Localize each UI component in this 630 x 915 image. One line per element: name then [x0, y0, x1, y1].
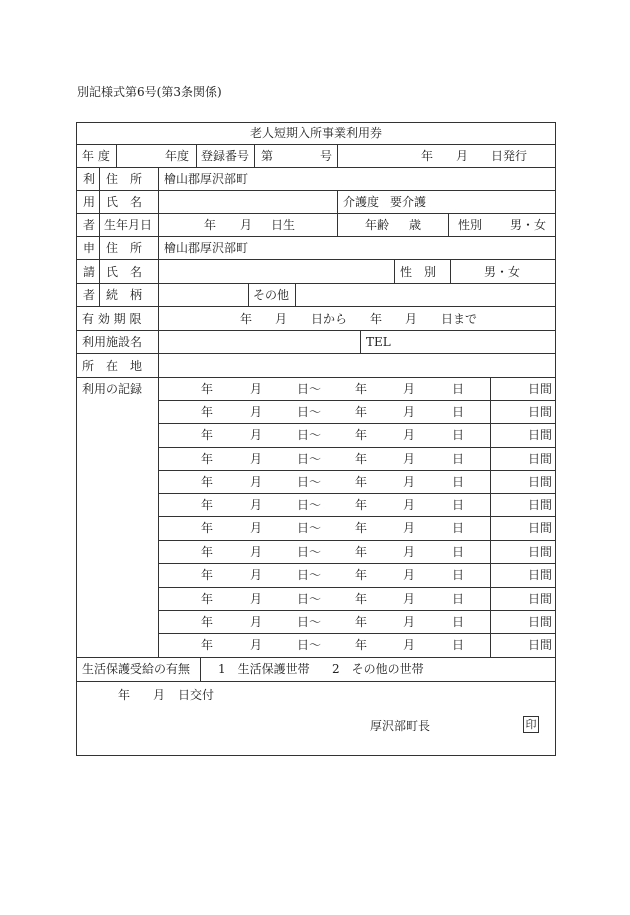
facility-label: 利用施設名 — [82, 335, 143, 349]
usage-year-from: 年 — [201, 475, 214, 489]
rule — [158, 493, 556, 494]
usage-month-to: 月 — [403, 475, 416, 489]
usage-days: 日間 — [528, 615, 553, 629]
rule — [116, 144, 117, 167]
rule — [76, 259, 556, 260]
usage-month-to: 月 — [403, 428, 416, 442]
user-side-char: 者 — [83, 218, 96, 232]
rule — [158, 167, 159, 657]
applicant-gender-value: 男・女 — [484, 265, 521, 279]
go-text: 号 — [320, 149, 333, 163]
rule — [76, 236, 556, 237]
form-number: 別記様式第6号(第3条関係) — [77, 85, 222, 99]
form-title: 老人短期入所事業利用券 — [249, 126, 382, 140]
rule — [248, 283, 249, 306]
usage-day-to: 日 — [452, 498, 465, 512]
usage-day-to: 日 — [452, 615, 465, 629]
care-level-value: 要介護 — [390, 195, 427, 209]
usage-month-to: 月 — [403, 521, 416, 535]
usage-year-to: 年 — [355, 498, 368, 512]
validity-year2: 年 — [370, 312, 383, 326]
other-label: その他 — [253, 288, 290, 302]
usage-month-from: 月 — [250, 428, 263, 442]
location-label: 所 在 地 — [82, 359, 143, 373]
user-side-char: 利 — [83, 172, 96, 186]
usage-month-from: 月 — [250, 498, 263, 512]
rule — [158, 540, 556, 541]
rule — [158, 633, 556, 634]
dob-year: 年 — [204, 218, 217, 232]
usage-day-from: 日〜 — [297, 475, 322, 489]
usage-year-from: 年 — [201, 521, 214, 535]
usage-month-to: 月 — [403, 452, 416, 466]
usage-year-from: 年 — [201, 382, 214, 396]
usage-month-from: 月 — [250, 405, 263, 419]
rule — [158, 610, 556, 611]
usage-days: 日間 — [528, 452, 553, 466]
usage-day-to: 日 — [452, 475, 465, 489]
usage-month-from: 月 — [250, 475, 263, 489]
usage-month-from: 月 — [250, 615, 263, 629]
rule — [158, 470, 556, 471]
usage-day-from: 日〜 — [297, 592, 322, 606]
rule — [76, 657, 556, 658]
tel-label: TEL — [366, 335, 391, 349]
usage-days: 日間 — [528, 568, 553, 582]
rule — [158, 423, 556, 424]
age-label: 年齢 — [365, 218, 390, 232]
fiscal-year-label: 年 度 — [82, 149, 110, 163]
applicant-side-char: 申 — [83, 241, 96, 255]
usage-month-to: 月 — [403, 498, 416, 512]
usage-year-to: 年 — [355, 592, 368, 606]
user-address-label: 住 所 — [106, 172, 143, 186]
issued-month: 月 — [153, 688, 166, 702]
usage-day-from: 日〜 — [297, 521, 322, 535]
issued-year: 年 — [118, 688, 131, 702]
rule — [196, 144, 197, 167]
rule — [158, 563, 556, 564]
dob-month: 月 — [240, 218, 253, 232]
rule — [76, 377, 556, 378]
usage-year-from: 年 — [201, 568, 214, 582]
rule — [76, 353, 556, 354]
rule — [158, 516, 556, 517]
usage-year-to: 年 — [355, 545, 368, 559]
user-side-char: 用 — [83, 195, 96, 209]
applicant-address-value: 檜山郡厚沢部町 — [164, 241, 249, 255]
usage-month-from: 月 — [250, 638, 263, 652]
relation-label: 続 柄 — [106, 288, 143, 302]
validity-from: 日から — [311, 312, 348, 326]
dob-day: 日生 — [271, 218, 296, 232]
usage-day-from: 日〜 — [297, 568, 322, 582]
rule — [76, 681, 556, 682]
dob-label: 生年月日 — [104, 218, 153, 232]
usage-year-from: 年 — [201, 615, 214, 629]
usage-month-from: 月 — [250, 521, 263, 535]
usage-month-to: 月 — [403, 405, 416, 419]
usage-month-to: 月 — [403, 592, 416, 606]
issued-suffix: 日交付 — [178, 688, 215, 702]
usage-year-to: 年 — [355, 568, 368, 582]
usage-day-from: 日〜 — [297, 405, 322, 419]
rule — [158, 447, 556, 448]
usage-month-to: 月 — [403, 545, 416, 559]
user-address-value: 檜山郡厚沢部町 — [164, 172, 249, 186]
rule — [76, 306, 556, 307]
user-gender-label: 性別 — [458, 218, 483, 232]
usage-days: 日間 — [528, 498, 553, 512]
usage-days: 日間 — [528, 428, 553, 442]
usage-year-from: 年 — [201, 452, 214, 466]
rule — [360, 330, 361, 353]
usage-day-from: 日〜 — [297, 545, 322, 559]
usage-days: 日間 — [528, 405, 553, 419]
usage-day-to: 日 — [452, 452, 465, 466]
usage-month-from: 月 — [250, 568, 263, 582]
rule — [158, 400, 556, 401]
rule — [76, 283, 556, 284]
usage-year-from: 年 — [201, 428, 214, 442]
usage-days: 日間 — [528, 638, 553, 652]
validity-until: 日まで — [441, 312, 478, 326]
usage-day-to: 日 — [452, 405, 465, 419]
usage-days: 日間 — [528, 521, 553, 535]
issue-year: 年 — [421, 149, 434, 163]
care-level-label: 介護度 — [343, 195, 380, 209]
usage-year-from: 年 — [201, 592, 214, 606]
usage-month-to: 月 — [403, 638, 416, 652]
usage-days: 日間 — [528, 475, 553, 489]
usage-year-to: 年 — [355, 475, 368, 489]
rule — [490, 377, 491, 657]
usage-day-to: 日 — [452, 428, 465, 442]
rule — [200, 657, 201, 681]
usage-year-to: 年 — [355, 452, 368, 466]
usage-month-to: 月 — [403, 382, 416, 396]
usage-day-to: 日 — [452, 545, 465, 559]
usage-day-to: 日 — [452, 568, 465, 582]
rule — [394, 259, 395, 283]
usage-year-from: 年 — [201, 545, 214, 559]
mayor-title: 厚沢部町長 — [370, 719, 431, 733]
issue-suffix: 日発行 — [491, 149, 528, 163]
rule — [99, 167, 100, 306]
usage-day-from: 日〜 — [297, 615, 322, 629]
user-name-label: 氏 名 — [106, 195, 143, 209]
usage-record-label: 利用の記録 — [82, 382, 143, 396]
applicant-side-char: 請 — [83, 265, 96, 279]
validity-year1: 年 — [240, 312, 253, 326]
validity-month2: 月 — [405, 312, 418, 326]
applicant-side-char: 者 — [83, 288, 96, 302]
usage-month-to: 月 — [403, 568, 416, 582]
usage-day-to: 日 — [452, 521, 465, 535]
usage-month-from: 月 — [250, 592, 263, 606]
usage-year-to: 年 — [355, 382, 368, 396]
usage-month-from: 月 — [250, 452, 263, 466]
usage-days: 日間 — [528, 545, 553, 559]
user-gender-value: 男・女 — [510, 218, 547, 232]
rule — [76, 330, 556, 331]
usage-day-from: 日〜 — [297, 638, 322, 652]
usage-year-from: 年 — [201, 405, 214, 419]
registration-label: 登録番号 — [201, 149, 250, 163]
usage-year-to: 年 — [355, 615, 368, 629]
usage-days: 日間 — [528, 382, 553, 396]
seal-mark: 印 — [523, 716, 539, 733]
rule — [450, 259, 451, 283]
usage-month-from: 月 — [250, 545, 263, 559]
applicant-name-label: 氏 名 — [106, 265, 143, 279]
welfare-option-2: 2 その他の世帯 — [332, 662, 424, 676]
welfare-option-1: 1 生活保護世帯 — [218, 662, 310, 676]
rule — [448, 213, 449, 236]
rule — [254, 144, 255, 167]
rule — [337, 144, 338, 167]
rule — [295, 283, 296, 306]
usage-year-to: 年 — [355, 428, 368, 442]
rule — [76, 190, 556, 191]
usage-days: 日間 — [528, 592, 553, 606]
usage-day-to: 日 — [452, 592, 465, 606]
applicant-address-label: 住 所 — [106, 241, 143, 255]
rule — [337, 213, 338, 236]
usage-month-from: 月 — [250, 382, 263, 396]
usage-day-to: 日 — [452, 638, 465, 652]
usage-day-from: 日〜 — [297, 428, 322, 442]
usage-day-from: 日〜 — [297, 498, 322, 512]
welfare-label: 生活保護受給の有無 — [82, 662, 191, 676]
issue-month: 月 — [456, 149, 469, 163]
fiscal-year-suffix: 年度 — [165, 149, 190, 163]
rule — [76, 144, 556, 145]
usage-day-from: 日〜 — [297, 382, 322, 396]
rule — [76, 167, 556, 168]
validity-label: 有 効 期 限 — [82, 312, 142, 326]
usage-year-to: 年 — [355, 405, 368, 419]
usage-year-from: 年 — [201, 638, 214, 652]
age-unit: 歳 — [409, 218, 422, 232]
usage-day-to: 日 — [452, 382, 465, 396]
applicant-gender-label: 性 別 — [400, 265, 437, 279]
rule — [337, 190, 338, 213]
rule — [76, 213, 556, 214]
validity-month1: 月 — [275, 312, 288, 326]
usage-year-to: 年 — [355, 521, 368, 535]
usage-year-to: 年 — [355, 638, 368, 652]
usage-year-from: 年 — [201, 498, 214, 512]
usage-day-from: 日〜 — [297, 452, 322, 466]
usage-month-to: 月 — [403, 615, 416, 629]
rule — [158, 587, 556, 588]
dai-text: 第 — [261, 149, 274, 163]
